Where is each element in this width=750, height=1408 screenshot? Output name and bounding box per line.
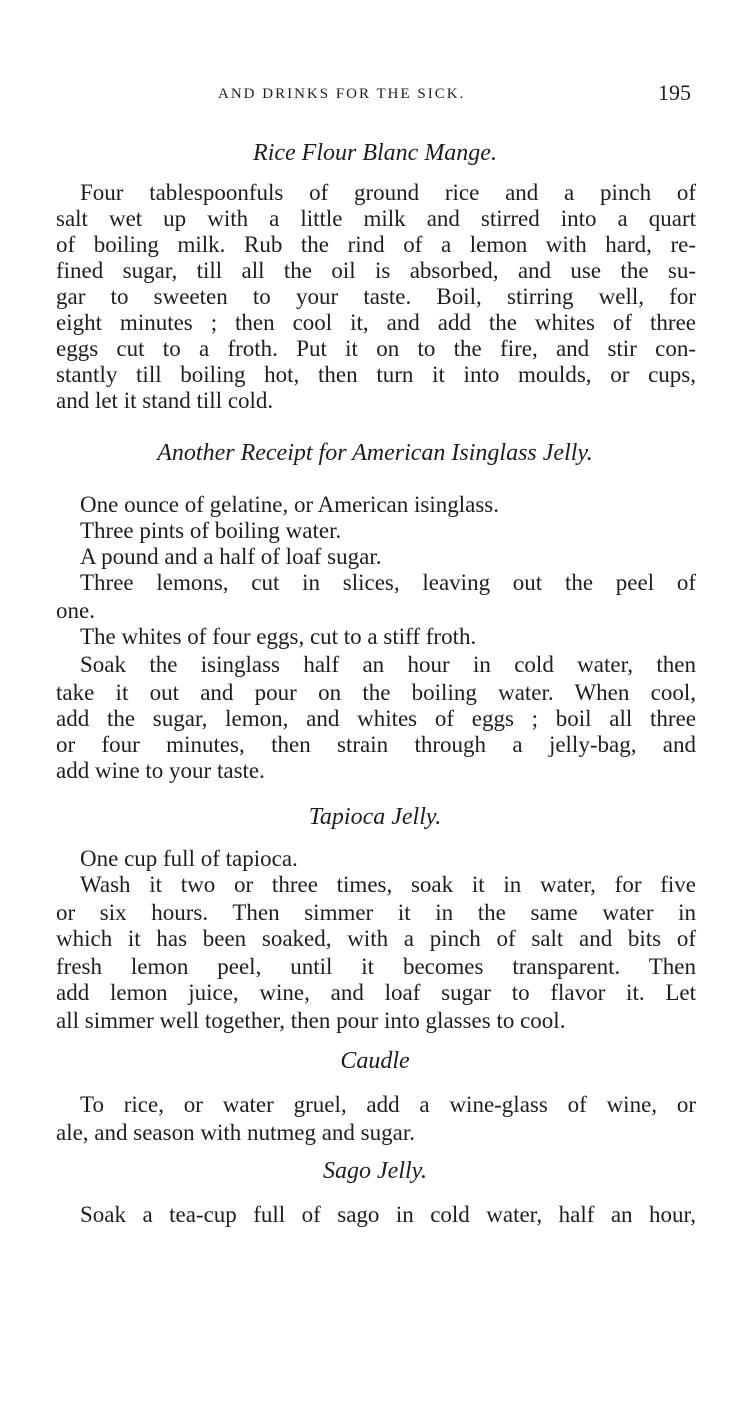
recipe-text-line: and let it stand till cold. (56, 388, 274, 413)
recipe-text-line: of boiling milk. Rub the rind of a lemon with hard, re- (56, 232, 696, 257)
ingredient-line: Three lemons, cut in slices, leaving out the peel of (80, 570, 696, 595)
recipe-text-line: take it out and pour on the boiling water. When cool, (56, 680, 696, 705)
recipe-title-american-isinglass-jelly: Another Receipt for American Isinglass Jelly. (157, 440, 593, 466)
running-head: AND DRINKS FOR THE SICK. (218, 86, 466, 102)
recipe-text-line: salt wet up with a little milk and stirred into a quart (56, 206, 696, 231)
recipe-text-line: which it has been soaked, with a pinch of salt and bits of (56, 926, 696, 951)
page-number: 195 (658, 80, 691, 105)
recipe-text-line: stantly till boiling hot, then turn it into moulds, or cups, (56, 362, 696, 387)
ingredient-line: A pound and a half of loaf sugar. (80, 544, 382, 569)
recipe-text-line: eggs cut to a froth. Put it on to the fire, and stir con- (56, 336, 696, 361)
recipe-text-line: gar to sweeten to your taste. Boil, stirring well, for (56, 284, 696, 309)
recipe-text-line: add wine to your taste. (56, 758, 265, 783)
ingredient-line: one. (56, 598, 95, 623)
recipe-text-line: eight minutes ; then cool it, and add the whites of three (56, 310, 696, 335)
recipe-text-line: Soak the isinglass half an hour in cold water, then (80, 652, 696, 677)
recipe-title-sago-jelly: Sago Jelly. (323, 1158, 427, 1184)
recipe-title-caudle: Caudle (340, 1048, 410, 1074)
recipe-title-tapioca-jelly: Tapioca Jelly. (308, 804, 442, 830)
recipe-text-line: Wash it two or three times, soak it in water, for five (80, 872, 696, 897)
recipe-text-line: Four tablespoonfuls of ground rice and a pinch of (80, 180, 696, 205)
recipe-text-line: To rice, or water gruel, add a wine-glass of wine, or (80, 1092, 696, 1117)
ingredient-line: One ounce of gelatine, or American isinglass. (80, 492, 499, 517)
recipe-text-line: or six hours. Then simmer it in the same water in (56, 900, 696, 925)
ingredient-line: Three pints of boiling water. (80, 518, 342, 543)
recipe-text-line: fined sugar, till all the oil is absorbed, and use the su- (56, 258, 696, 283)
recipe-text-line: all simmer well together, then pour into glasses to cool. (56, 1008, 566, 1033)
recipe-text-line: ale, and season with nutmeg and sugar. (56, 1120, 415, 1145)
ingredient-line: The whites of four eggs, cut to a stiff froth. (80, 624, 477, 649)
ingredient-line: One cup full of tapioca. (80, 846, 298, 871)
recipe-text-line: Soak a tea-cup full of sago in cold water, half an hour, (80, 1202, 696, 1227)
recipe-text-line: or four minutes, then strain through a jelly-bag, and (56, 732, 696, 757)
recipe-text-line: fresh lemon peel, until it becomes transparent. Then (56, 954, 696, 979)
recipe-title-rice-flour-blanc-mange: Rice Flour Blanc Mange. (253, 140, 497, 166)
recipe-text-line: add the sugar, lemon, and whites of eggs ; boil all three (56, 706, 696, 731)
recipe-text-line: add lemon juice, wine, and loaf sugar to flavor it. Let (56, 980, 696, 1005)
